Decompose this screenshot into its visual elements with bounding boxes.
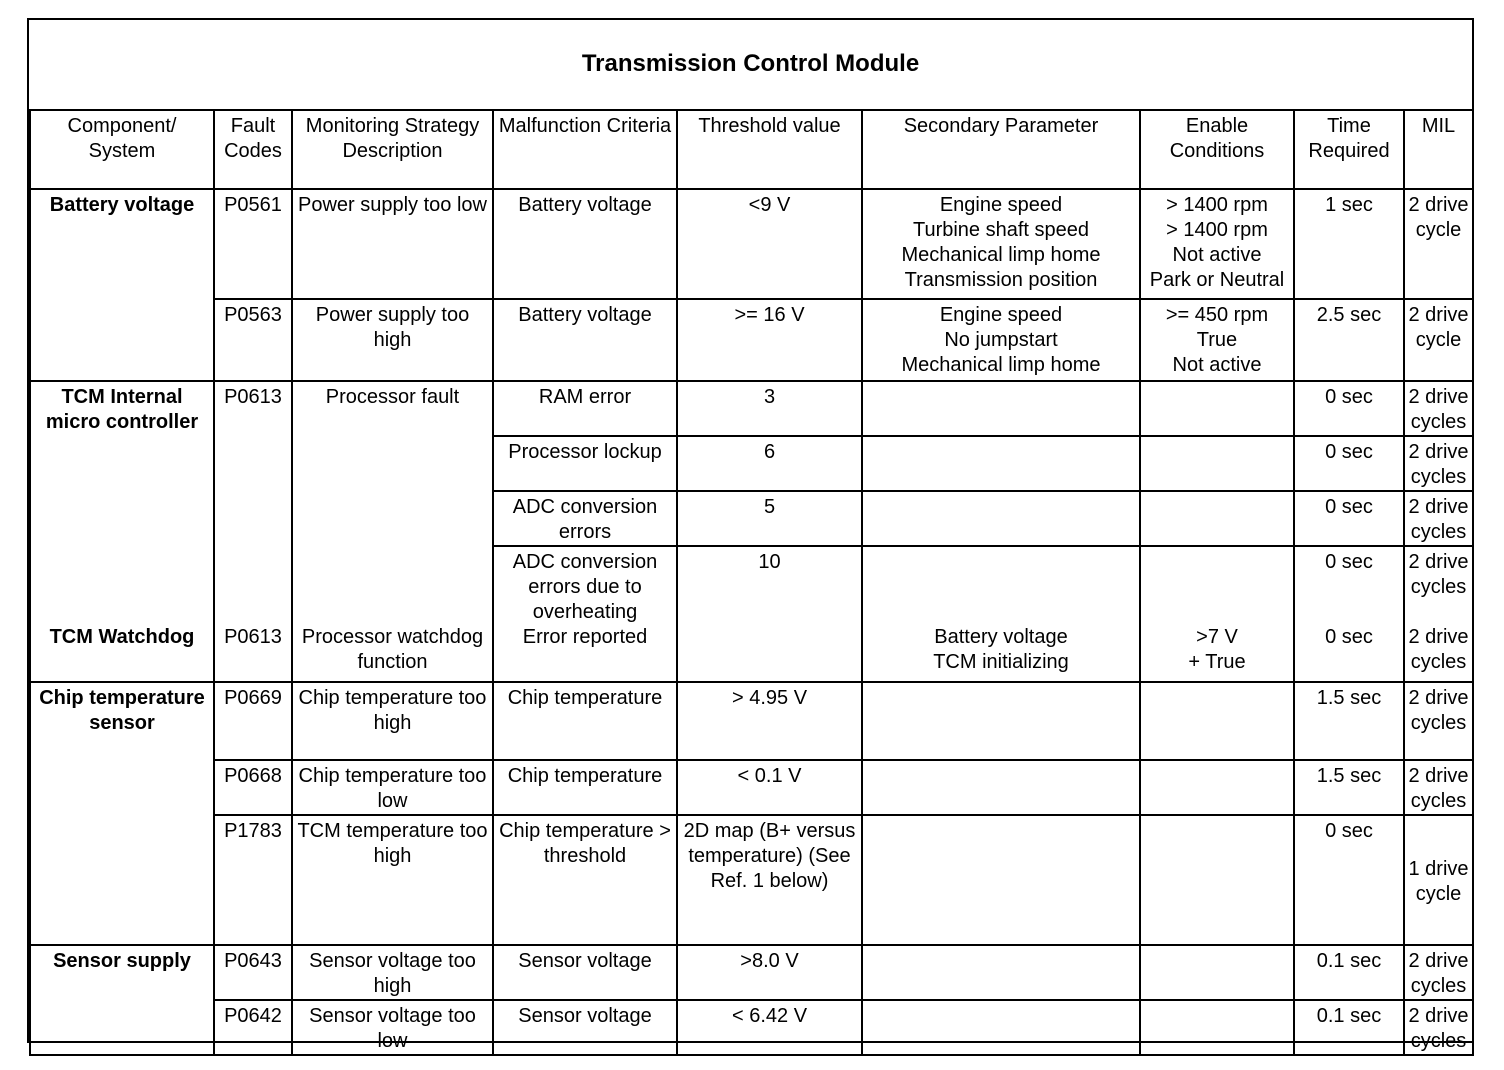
component-cell: Chip temperature sensor	[30, 682, 214, 945]
strategy-cell: TCM temperature too high	[292, 815, 493, 945]
mil-cell: 2 drive cycles	[1404, 546, 1473, 625]
component-cell: Sensor supply	[30, 945, 214, 1055]
header-malfunction-criteria: Malfunction Criteria	[493, 110, 677, 189]
secondary-line: Mechanical limp home	[901, 244, 1101, 266]
mil-cell: 2 drive cycles	[1404, 625, 1473, 682]
tcm-table	[29, 109, 1474, 1056]
mil-cell: 2 drive cycles	[1404, 436, 1473, 491]
component-cell: TCM Watchdog	[30, 625, 214, 682]
mil-cell: 2 drive cycle	[1404, 299, 1473, 381]
secondary-cell	[862, 682, 1140, 760]
enable-cell	[1140, 491, 1294, 546]
criteria-cell: Sensor voltage	[493, 1000, 677, 1055]
threshold-cell: 10	[677, 546, 862, 625]
header-mil: MIL	[1404, 110, 1473, 189]
secondary-line: TCM initializing	[933, 651, 1069, 673]
mil-cell: 2 drive cycles	[1404, 945, 1473, 1000]
enable-line: + True	[1188, 651, 1246, 673]
strategy-cell: Power supply too low	[292, 189, 493, 299]
secondary-cell	[862, 546, 1140, 625]
secondary-line: Battery voltage	[934, 626, 1068, 648]
fault-code-cell: P0563	[214, 299, 292, 381]
threshold-cell: 5	[677, 491, 862, 546]
enable-cell	[1140, 546, 1294, 625]
table-row	[30, 815, 1473, 945]
fault-code-cell: P1783	[214, 815, 292, 945]
threshold-cell	[677, 625, 862, 682]
document-frame	[27, 18, 1474, 1052]
enable-line: >7 V	[1196, 626, 1238, 648]
threshold-cell: < 6.42 V	[677, 1000, 862, 1055]
table-row	[30, 945, 1473, 1000]
header-fault-codes: Fault Codes	[214, 110, 292, 189]
threshold-cell: < 0.1 V	[677, 760, 862, 815]
time-cell: 0 sec	[1294, 491, 1404, 546]
header-secondary-parameter: Secondary Parameter	[862, 110, 1140, 189]
mil-cell: 2 drive cycles	[1404, 381, 1473, 436]
enable-cell	[1140, 760, 1294, 815]
secondary-cell	[862, 299, 1140, 381]
table-row	[30, 381, 1473, 436]
page-title: Transmission Control Module	[581, 50, 920, 77]
time-cell: 0 sec	[1294, 381, 1404, 436]
table-row	[30, 299, 1473, 381]
enable-cell	[1140, 299, 1294, 381]
enable-line: Park or Neutral	[1149, 269, 1285, 291]
criteria-cell: RAM error	[493, 381, 677, 436]
criteria-cell: Chip temperature > threshold	[493, 815, 677, 945]
enable-line: > 1400 rpm	[1166, 194, 1268, 216]
strategy-cell: Sensor voltage too high	[292, 945, 493, 1000]
threshold-cell: 2D map (B+ versus temperature) (See Ref. 1 below)	[677, 815, 862, 945]
fault-code-cell: P0561	[214, 189, 292, 299]
mil-cell: 2 drive cycles	[1404, 1000, 1473, 1055]
threshold-cell: <9 V	[677, 189, 862, 299]
time-cell: 1 sec	[1294, 189, 1404, 299]
fault-code-cell: P0613	[214, 625, 292, 682]
strategy-cell: Chip temperature too low	[292, 760, 493, 815]
secondary-line: Mechanical limp home	[901, 354, 1101, 376]
time-cell: 0.1 sec	[1294, 945, 1404, 1000]
enable-cell	[1140, 682, 1294, 760]
threshold-cell: 6	[677, 436, 862, 491]
criteria-cell: Battery voltage	[493, 189, 677, 299]
enable-cell	[1140, 815, 1294, 945]
time-cell: 2.5 sec	[1294, 299, 1404, 381]
time-cell: 0 sec	[1294, 546, 1404, 625]
mil-cell: 1 drive cycle	[1404, 815, 1473, 945]
enable-cell	[1140, 625, 1294, 682]
fault-code-cell: P0669	[214, 682, 292, 760]
mil-cell: 2 drive cycles	[1404, 682, 1473, 760]
enable-line: True	[1196, 329, 1238, 351]
mil-cell: 2 drive cycle	[1404, 189, 1473, 299]
table-row	[30, 625, 1473, 682]
threshold-cell: >8.0 V	[677, 945, 862, 1000]
time-cell: 0 sec	[1294, 625, 1404, 682]
secondary-cell	[862, 491, 1140, 546]
criteria-cell: ADC conversion errors	[493, 491, 677, 546]
strategy-cell: Processor fault	[292, 381, 493, 625]
secondary-line: Transmission position	[904, 269, 1098, 291]
fault-code-cell: P0613	[214, 381, 292, 625]
fault-code-cell: P0643	[214, 945, 292, 1000]
enable-line: >= 450 rpm	[1165, 304, 1269, 326]
header-threshold: Threshold value	[677, 110, 862, 189]
time-cell: 1.5 sec	[1294, 682, 1404, 760]
criteria-cell: Chip temperature	[493, 760, 677, 815]
fault-code-cell: P0642	[214, 1000, 292, 1055]
secondary-cell	[862, 945, 1140, 1000]
threshold-cell: > 4.95 V	[677, 682, 862, 760]
table-row	[30, 760, 1473, 815]
enable-line: Not active	[1172, 244, 1262, 266]
secondary-cell	[862, 760, 1140, 815]
secondary-line: Turbine shaft speed	[912, 219, 1090, 241]
threshold-cell: 3	[677, 381, 862, 436]
component-cell: Battery voltage	[30, 189, 214, 381]
header-component: Component/ System	[30, 110, 214, 189]
enable-cell	[1140, 189, 1294, 299]
secondary-cell	[862, 189, 1140, 299]
header-monitoring-strategy: Monitoring Strategy Description	[292, 110, 493, 189]
strategy-cell: Power supply too high	[292, 299, 493, 381]
time-cell: 0 sec	[1294, 815, 1404, 945]
secondary-line: Engine speed	[939, 304, 1063, 326]
enable-cell	[1140, 945, 1294, 1000]
criteria-cell: Processor lockup	[493, 436, 677, 491]
secondary-cell	[862, 625, 1140, 682]
criteria-cell: Error reported	[493, 625, 677, 682]
table-row	[30, 682, 1473, 760]
header-row	[30, 110, 1473, 189]
enable-cell	[1140, 436, 1294, 491]
table-row	[30, 189, 1473, 299]
threshold-cell: >= 16 V	[677, 299, 862, 381]
strategy-cell: Sensor voltage too low	[292, 1000, 493, 1055]
strategy-cell: Chip temperature too high	[292, 682, 493, 760]
criteria-cell: Chip temperature	[493, 682, 677, 760]
secondary-line: Engine speed	[939, 194, 1063, 216]
secondary-line: No jumpstart	[944, 329, 1058, 351]
criteria-cell: ADC conversion errors due to overheating	[493, 546, 677, 625]
table-row	[30, 1000, 1473, 1055]
fault-code-cell: P0668	[214, 760, 292, 815]
criteria-cell: Battery voltage	[493, 299, 677, 381]
secondary-cell	[862, 1000, 1140, 1055]
secondary-cell	[862, 815, 1140, 945]
time-cell: 0.1 sec	[1294, 1000, 1404, 1055]
header-time-required: Time Required	[1294, 110, 1404, 189]
enable-cell	[1140, 1000, 1294, 1055]
time-cell: 0 sec	[1294, 436, 1404, 491]
mil-cell: 2 drive cycles	[1404, 760, 1473, 815]
enable-cell	[1140, 381, 1294, 436]
secondary-cell	[862, 381, 1140, 436]
mil-cell: 2 drive cycles	[1404, 491, 1473, 546]
enable-line: > 1400 rpm	[1166, 219, 1268, 241]
secondary-cell	[862, 436, 1140, 491]
criteria-cell: Sensor voltage	[493, 945, 677, 1000]
enable-line: Not active	[1172, 354, 1262, 376]
component-cell: TCM Internal micro controller	[30, 381, 214, 625]
time-cell: 1.5 sec	[1294, 760, 1404, 815]
header-enable-conditions: Enable Conditions	[1140, 110, 1294, 189]
strategy-cell: Processor watchdog function	[292, 625, 493, 682]
